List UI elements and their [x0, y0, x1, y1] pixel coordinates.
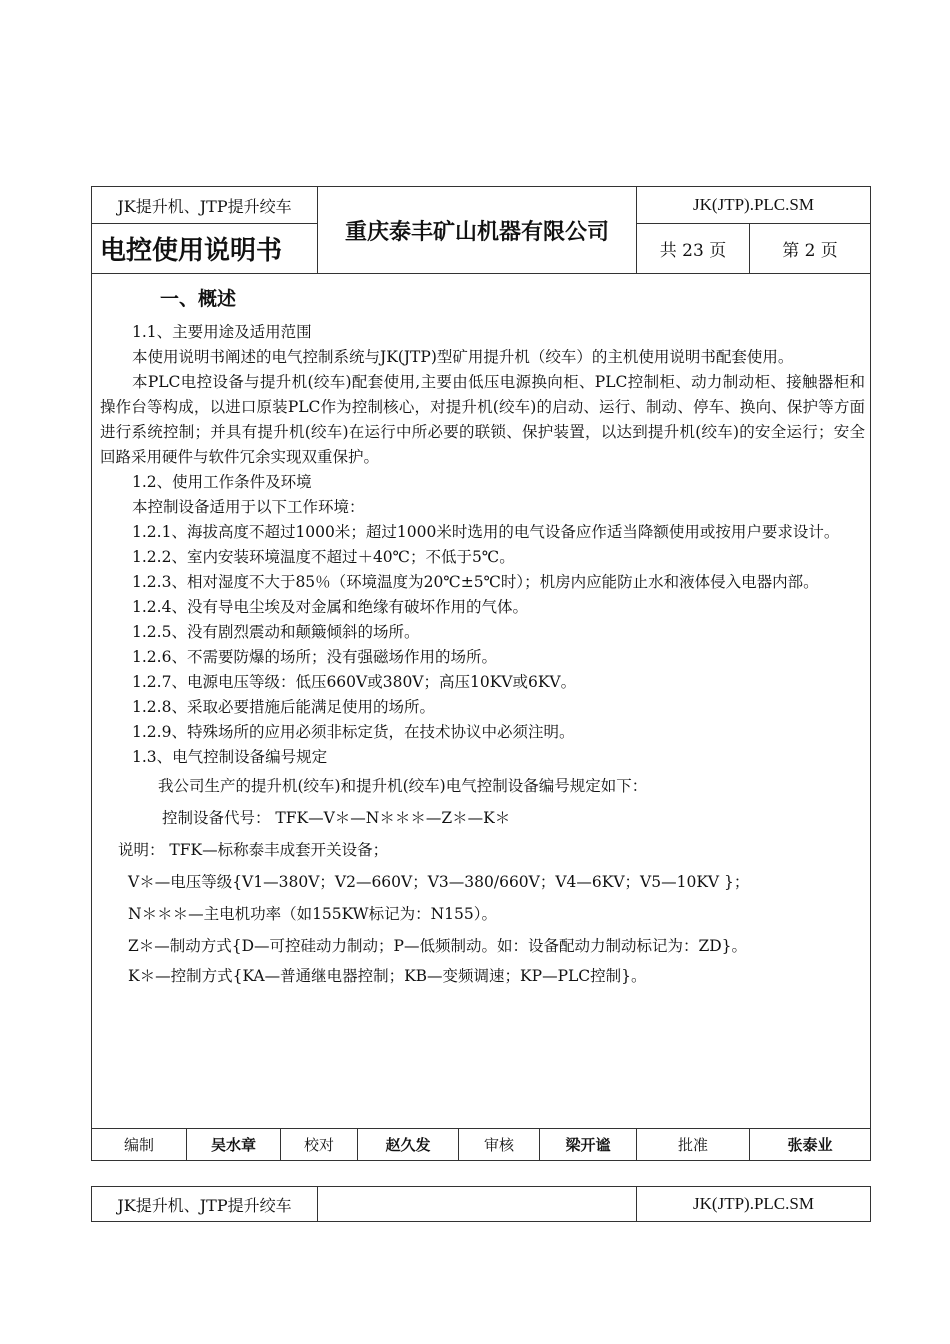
paragraph: N＊＊＊—主电机功率（如155KW标记为：N155）。: [128, 905, 498, 923]
paragraph: 我公司生产的提升机(绞车)和提升机(绞车)电气控制设备编号规定如下：: [158, 777, 648, 795]
paragraph: 1.2.1、海拔高度不超过1000米；超过1000米时选用的电气设备应作适当降额使用或按用户要求设计。: [132, 523, 840, 541]
approve-name: 张泰业: [749, 1128, 871, 1161]
review-label: 审核: [458, 1128, 540, 1161]
paragraph: 1.2、使用工作条件及环境: [132, 473, 312, 491]
product-name: JK提升机、JTP提升绞车: [91, 186, 318, 224]
paragraph: 1.2.8、采取必要措施后能满足使用的场所。: [132, 698, 435, 716]
paragraph: 本PLC电控设备与提升机(绞车)配套使用,主要由低压电源换向柜、PLC控制柜、动力制动柜、接触器柜和操作台等构成，以进口原装PLC作为控制核心，对提升机(绞车)的启动、运行、制动、停车、换向、保护等方面进行系统控制；并具有提升机(绞车)在运行中所必要的联锁、保护装置，以达到提升机(绞车)的安全运行；安全回路采用硬件与软件冗余实现双重保护。: [100, 373, 865, 466]
page-number: 第 2 页: [749, 223, 871, 274]
paragraph: V＊—电压等级{V1—380V；V2—660V；V3—380/660V；V4—6KV；V5—10KV }；: [128, 873, 750, 891]
edit-label: 编制: [91, 1128, 187, 1161]
paragraph: 说明： TFK—标称泰丰成套开关设备；: [118, 841, 389, 859]
check-name: 赵久发: [357, 1128, 459, 1161]
paragraph: 1.1、主要用途及适用范围: [132, 323, 312, 341]
check-label: 校对: [280, 1128, 358, 1161]
total-pages: 共 23 页: [636, 223, 750, 274]
paragraph: 1.2.7、电源电压等级：低压660V或380V；高压10KV或6KV。: [132, 673, 577, 691]
approve-label: 批准: [636, 1128, 750, 1161]
paragraph: 1.2.3、相对湿度不大于85％（环境温度为20℃±5℃时）；机房内应能防止水和液体侵入电器内部。: [132, 573, 819, 591]
paragraph: 1.2.5、没有剧烈震动和颠簸倾斜的场所。: [132, 623, 420, 641]
paragraph: 1.3、电气控制设备编号规定: [132, 748, 328, 766]
paragraph: 本使用说明书阐述的电气控制系统与JK(JTP)型矿用提升机（绞车）的主机使用说明书配套使用。: [132, 348, 794, 366]
code-format: 控制设备代号： TFK—V＊—N＊＊＊—Z＊—K＊: [162, 809, 511, 827]
company-name: 重庆泰丰矿山机器有限公司: [317, 186, 637, 274]
document-title: 电控使用说明书: [91, 223, 318, 274]
paragraph: 本控制设备适用于以下工作环境：: [132, 498, 365, 516]
paragraph: Z＊—制动方式{D—可控硅动力制动；P—低频制动。如：设备配动力制动标记为：ZD}。: [128, 937, 748, 955]
paragraph: 1.2.2、室内安装环境温度不超过＋40℃；不低于5℃。: [132, 548, 515, 566]
section-title: 一、概述: [160, 288, 237, 310]
paragraph: 1.2.6、不需要防爆的场所；没有强磁场作用的场所。: [132, 648, 497, 666]
edit-name: 吴水章: [186, 1128, 281, 1161]
next-product-name: JK提升机、JTP提升绞车: [91, 1186, 318, 1222]
review-name: 梁开谧: [539, 1128, 637, 1161]
paragraph: 1.2.9、特殊场所的应用必须非标定货，在技术协议中必须注明。: [132, 723, 575, 741]
document-code: JK(JTP).PLC.SM: [636, 186, 871, 224]
paragraph: K＊—控制方式{KA—普通继电器控制；KB—变频调速；KP—PLC控制}。: [128, 967, 647, 985]
next-company-cell: [317, 1186, 637, 1222]
document-body: [100, 284, 865, 990]
next-document-code: JK(JTP).PLC.SM: [636, 1186, 871, 1222]
paragraph: 1.2.4、没有导电尘埃及对金属和绝缘有破坏作用的气体。: [132, 598, 528, 616]
